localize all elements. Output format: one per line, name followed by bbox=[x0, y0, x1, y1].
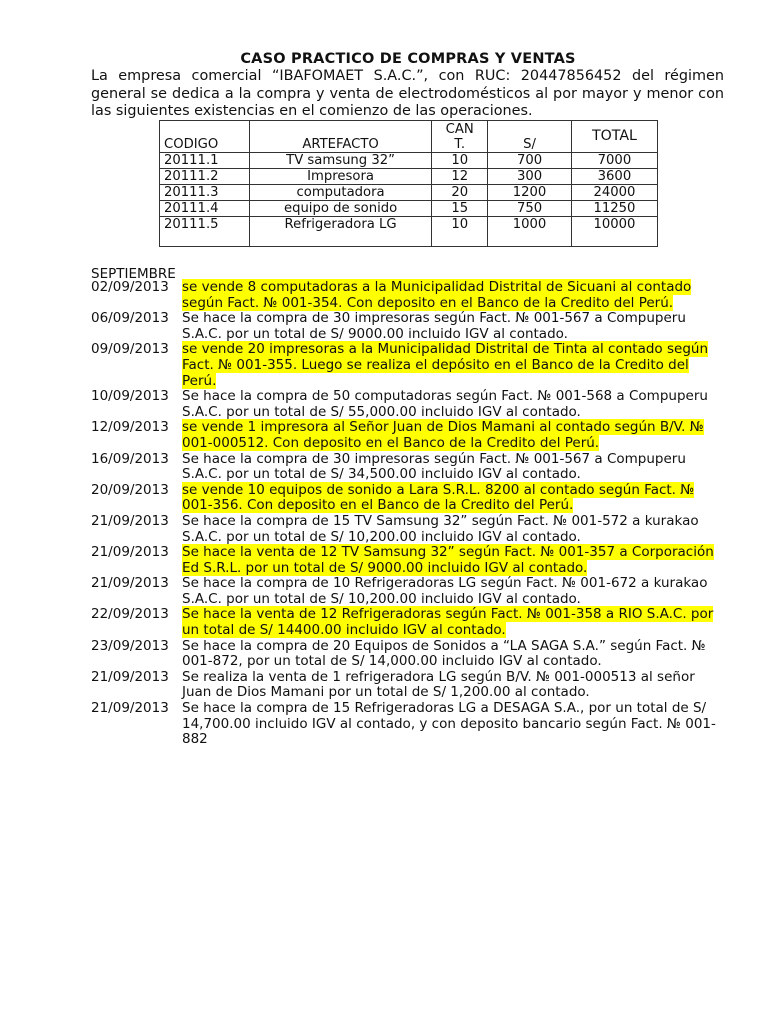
table-row bbox=[160, 201, 658, 217]
event-text: Se hace la compra de 20 Equipos de Sonidos a “LA SAGA S.A.” según Fact. № 001-872, por un total de S/ 14,000.00 incluido IGV al contado. bbox=[182, 637, 706, 670]
event-date: 21/09/2013 bbox=[91, 544, 169, 561]
event-description bbox=[182, 311, 727, 342]
event-entry bbox=[91, 639, 731, 670]
document-title: CASO PRACTICO DE COMPRAS Y VENTAS bbox=[240, 51, 576, 67]
cell-total: 7000 bbox=[571, 153, 657, 169]
event-entry bbox=[91, 514, 731, 545]
event-text: Se hace la venta de 12 TV Samsung 32” según Fact. № 001-357 a Corporación Ed S.R.L. por un total de S/ 9000.00 incluido IGV al contado. bbox=[182, 544, 714, 576]
event-description bbox=[182, 639, 727, 670]
cell-qty: 12 bbox=[432, 169, 488, 185]
event-description bbox=[182, 483, 727, 514]
cell-price: 300 bbox=[488, 169, 572, 185]
cell-price: 1000 bbox=[488, 217, 572, 247]
event-entry bbox=[91, 545, 731, 576]
cell-qty: 20 bbox=[432, 185, 488, 201]
event-date: 23/09/2013 bbox=[91, 637, 169, 654]
event-description bbox=[182, 670, 727, 701]
cell-price: 1200 bbox=[488, 185, 572, 201]
header-total bbox=[571, 121, 657, 153]
event-entry bbox=[91, 670, 731, 701]
event-text: Se hace la compra de 30 impresoras según Fact. № 001-567 a Compuperu S.A.C. por un total de S/ 34,500.00 incluido IGV al contado. bbox=[182, 450, 686, 483]
header-code: CODIGO bbox=[160, 121, 250, 153]
event-description bbox=[182, 576, 727, 607]
event-description bbox=[182, 452, 727, 483]
cell-code: 20111.4 bbox=[160, 201, 250, 217]
cell-code: 20111.3 bbox=[160, 185, 250, 201]
table-row bbox=[160, 169, 658, 185]
event-list bbox=[91, 280, 731, 748]
event-date: 20/09/2013 bbox=[91, 481, 169, 498]
cell-item: Impresora bbox=[249, 169, 431, 185]
event-entry bbox=[91, 607, 731, 638]
event-entry bbox=[91, 420, 731, 451]
event-date: 10/09/2013 bbox=[91, 388, 169, 405]
cell-item: equipo de sonido bbox=[249, 201, 431, 217]
event-date: 02/09/2013 bbox=[91, 279, 169, 295]
event-entry bbox=[91, 342, 731, 389]
cell-qty: 10 bbox=[432, 217, 488, 247]
event-text: Se hace la compra de 10 Refrigeradoras LG según Fact. № 001-672 a kurakao S.A.C. por un total de S/ 10,200.00 incluido IGV al contado. bbox=[182, 575, 708, 607]
event-date: 21/09/2013 bbox=[91, 512, 169, 529]
cell-item: computadora bbox=[249, 185, 431, 201]
event-description bbox=[182, 514, 727, 545]
event-description bbox=[182, 545, 727, 576]
inventory-header-row bbox=[160, 121, 658, 153]
event-date: 09/09/2013 bbox=[91, 341, 169, 358]
event-description bbox=[182, 342, 727, 389]
cell-price: 750 bbox=[488, 201, 572, 217]
header-total-text: TOTAL bbox=[591, 128, 637, 144]
event-date: 21/09/2013 bbox=[91, 668, 169, 685]
cell-total: 11250 bbox=[571, 201, 657, 217]
event-entry bbox=[91, 483, 731, 514]
event-entry bbox=[91, 701, 731, 748]
cell-total: 10000 bbox=[571, 217, 657, 247]
event-text: se vende 10 equipos de sonido a Lara S.R.L. 8200 al contado según Fact. № 001-356. Con deposito en el Banco de la Credito del Perú. bbox=[182, 481, 695, 514]
header-qty-text: CANT. bbox=[445, 122, 474, 152]
intro-paragraph: La empresa comercial “IBAFOMAET S.A.C.”, con RUC: 20447856452 del régimen general se dedica a la compra y venta de electrodomésticos al por mayor y menor con las siguientes existencias en el comienzo de las operaciones. bbox=[91, 68, 724, 119]
event-description bbox=[182, 701, 727, 748]
event-date: 21/09/2013 bbox=[91, 575, 169, 592]
event-text: se vende 20 impresoras a la Municipalidad Distrital de Tinta al contado según Fact. № 001-355. Luego se realiza el depósito en el Banco de la Credito del Perú. bbox=[182, 341, 708, 389]
cell-qty: 15 bbox=[432, 201, 488, 217]
event-text: se vende 8 computadoras a la Municipalidad Distrital de Sicuani al contado según Fact. № 001-354. Con deposito en el Banco de la Credito del Perú. bbox=[182, 279, 692, 311]
event-text: se vende 1 impresora al Señor Juan de Dios Mamani al contado según B/V. № 001-000512. Con deposito en el Banco de la Credito del Perú. bbox=[182, 419, 704, 451]
inventory-body bbox=[160, 153, 658, 247]
cell-code: 20111.1 bbox=[160, 153, 250, 169]
header-item: ARTEFACTO bbox=[249, 121, 431, 153]
event-entry bbox=[91, 576, 731, 607]
event-entry bbox=[91, 452, 731, 483]
event-description bbox=[182, 389, 727, 420]
event-text: Se hace la compra de 30 impresoras según Fact. № 001-567 a Compuperu S.A.C. por un total de S/ 9000.00 incluido IGV al contado. bbox=[182, 310, 686, 342]
header-qty bbox=[432, 121, 488, 153]
cell-code: 20111.2 bbox=[160, 169, 250, 185]
event-description bbox=[182, 607, 727, 638]
event-date: 06/09/2013 bbox=[91, 310, 169, 327]
event-entry bbox=[91, 280, 731, 311]
event-date: 16/09/2013 bbox=[91, 450, 169, 467]
event-text: Se hace la venta de 12 Refrigeradoras según Fact. № 001-358 a RIO S.A.C. por un total de S/ 14400.00 incluido IGV al contado. bbox=[182, 606, 714, 639]
inventory-table bbox=[159, 120, 658, 247]
event-date: 21/09/2013 bbox=[91, 700, 169, 717]
event-entry bbox=[91, 389, 731, 420]
event-text: Se hace la compra de 15 TV Samsung 32” según Fact. № 001-572 a kurakao S.A.C. por un total de S/ 10,200.00 incluido IGV al contado. bbox=[182, 512, 699, 545]
event-date: 12/09/2013 bbox=[91, 419, 169, 436]
event-text: Se realiza la venta de 1 refrigeradora LG según B/V. № 001-000513 al señor Juan de Dios Mamani por un total de S/ 1,200.00 al contado. bbox=[182, 668, 695, 701]
cell-price: 700 bbox=[488, 153, 572, 169]
event-entry bbox=[91, 311, 731, 342]
cell-total: 24000 bbox=[571, 185, 657, 201]
event-description bbox=[182, 420, 727, 451]
cell-code: 20111.5 bbox=[160, 217, 250, 247]
event-description bbox=[182, 280, 727, 311]
month-heading: SEPTIEMBRE bbox=[91, 266, 176, 282]
event-date: 22/09/2013 bbox=[91, 606, 169, 623]
table-row bbox=[160, 217, 658, 247]
event-text: Se hace la compra de 50 computadoras según Fact. № 001-568 a Compuperu S.A.C. por un total de S/ 55,000.00 incluido IGV al contado. bbox=[182, 388, 708, 420]
event-text: Se hace la compra de 15 Refrigeradoras LG a DESAGA S.A., por un total de S/ 14,700.00 incluido IGV al contado, y con deposito bancario según Fact. № 001-882 bbox=[182, 700, 716, 748]
table-row bbox=[160, 153, 658, 169]
cell-total: 3600 bbox=[571, 169, 657, 185]
cell-item: TV samsung 32” bbox=[249, 153, 431, 169]
cell-item: Refrigeradora LG bbox=[249, 217, 431, 247]
table-row bbox=[160, 185, 658, 201]
header-price: S/ bbox=[488, 121, 572, 153]
cell-qty: 10 bbox=[432, 153, 488, 169]
